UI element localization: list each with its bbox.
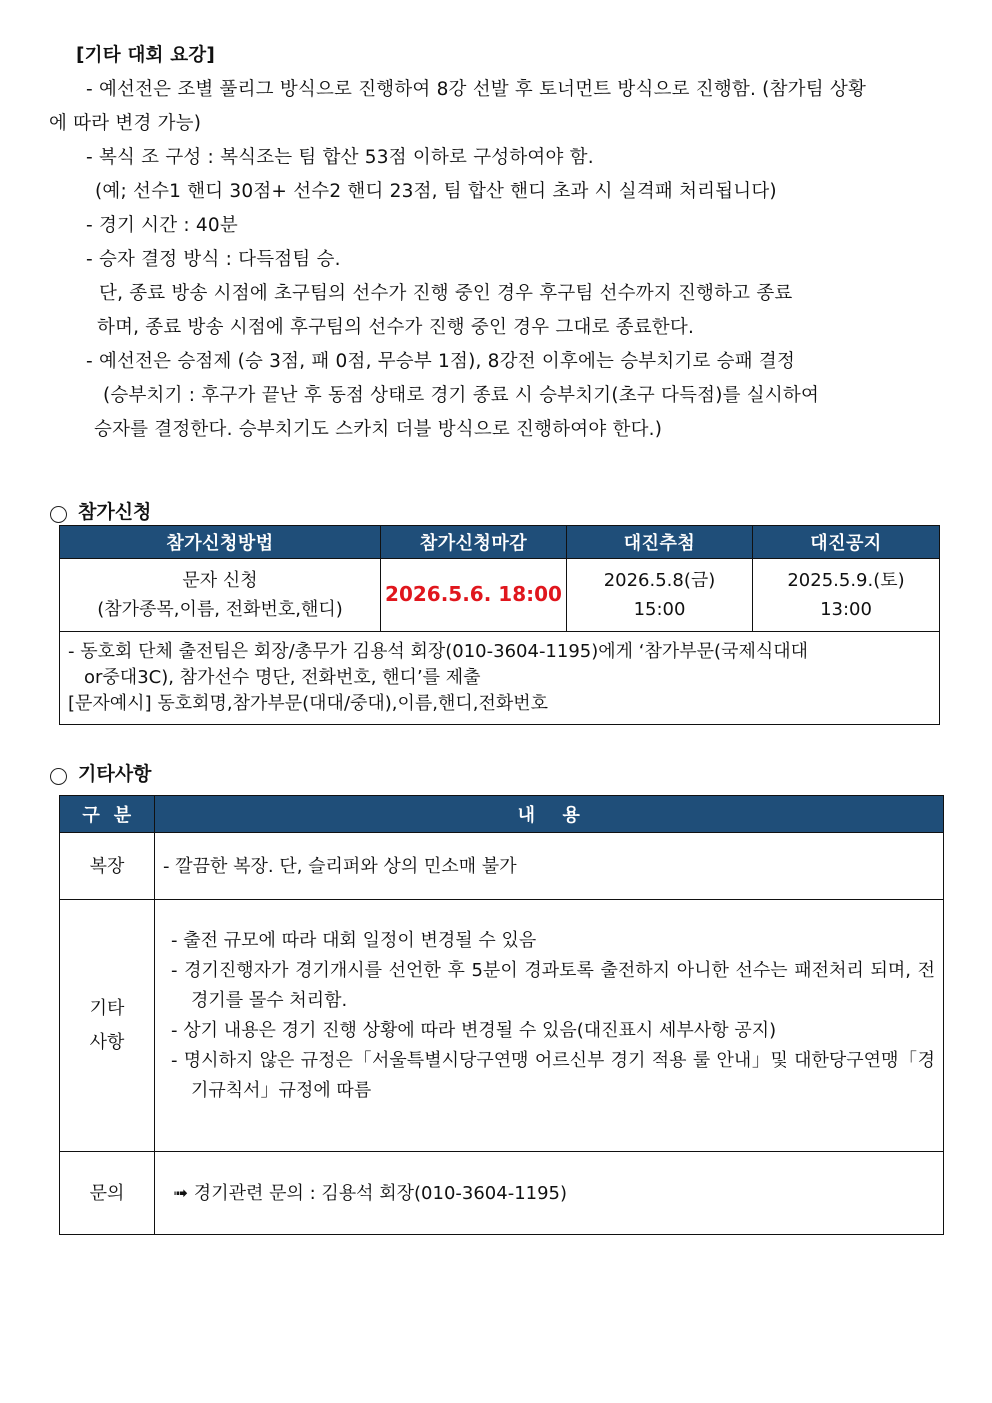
header-category: 구 분	[60, 796, 155, 833]
rule-line: 단, 종료 방송 시점에 초구팀의 선수가 진행 중인 경우 후구팀 선수까지 진행하고 종료	[99, 283, 793, 304]
inquiry-text: ➟ 경기관련 문의 : 김용석 회장(010-3604-1195)	[155, 1152, 944, 1235]
rule-line: - 예선전은 승점제 (승 3점, 패 0점, 무승부 1점), 8강전 이후에는 승부치기로 승패 결정	[86, 351, 796, 372]
rule-line: - 복식 조 구성 : 복식조는 팀 합산 53점 이하로 구성하여야 함.	[86, 147, 594, 168]
etc-label-line: 기타	[89, 997, 125, 1019]
application-table	[59, 525, 940, 725]
draw-date: 2026.5.8(금)	[603, 570, 716, 591]
etc-items	[155, 900, 944, 1152]
section-bullet-icon	[50, 506, 67, 523]
notice-time: 13:00	[820, 599, 872, 620]
method-line1: 문자 신청	[182, 570, 258, 591]
notice-date: 2025.5.9.(토)	[787, 570, 905, 591]
cell-method	[60, 559, 381, 632]
application-section-title: 참가신청	[78, 501, 152, 523]
inquiry-label: 문의	[60, 1152, 155, 1235]
section-bullet-icon	[50, 768, 67, 785]
dress-label: 복장	[60, 833, 155, 900]
etc-label	[60, 900, 155, 1152]
etc-item: - 상기 내용은 경기 진행 상황에 따라 변경될 수 있음(대진표시 세부사항 공지)	[171, 1019, 777, 1041]
header-content: 내 용	[155, 796, 944, 833]
rule-line: (예; 선수1 핸디 30점+ 선수2 핸디 23점, 팀 합산 핸디 초과 시 실격패 처리됩니다)	[95, 181, 777, 202]
cell-application-note	[60, 632, 940, 725]
rule-line: 하며, 종료 방송 시점에 후구팀의 선수가 진행 중인 경우 그대로 종료한다.	[97, 317, 695, 338]
cell-draw	[567, 559, 753, 632]
cell-deadline	[381, 559, 567, 632]
header-notice: 대진공지	[753, 526, 940, 559]
rule-line: - 예선전은 조별 풀리그 방식으로 진행하여 8강 선발 후 토너먼트 방식으로 진행함. (참가팀 상황	[86, 79, 867, 100]
dress-text: - 깔끔한 복장. 단, 슬리퍼와 상의 민소매 불가	[155, 833, 944, 900]
etc-section-title: 기타사항	[78, 763, 152, 785]
cell-notice	[753, 559, 940, 632]
note-line: or중대3C), 참가선수 명단, 전화번호, 핸디’를 제출	[84, 667, 481, 688]
rules-heading: [기타 대회 요강]	[76, 45, 216, 66]
deadline-value: 2026.5.6. 18:00	[385, 582, 562, 606]
note-line: - 동호회 단체 출전팀은 회장/총무가 김용석 회장(010-3604-1195)에게 ‘참가부문(국제식대대	[68, 641, 809, 662]
method-line2: (참가종목,이름, 전화번호,핸디)	[97, 599, 343, 620]
etc-item: - 명시하지 않은 규정은「서울특별시당구연맹 어르신부 경기 적용 룰 안내」및 대한당구연맹「경기규칙서」규정에 따름	[171, 1049, 935, 1101]
etc-table	[59, 795, 944, 1235]
etc-item: - 경기진행자가 경기개시를 선언한 후 5분이 경과토록 출전하지 아니한 선수는 패전처리 되며, 전 경기를 몰수 처리함.	[171, 959, 935, 1011]
header-method: 참가신청방법	[60, 526, 381, 559]
rule-line: - 승자 결정 방식 : 다득점팀 승.	[86, 249, 341, 270]
note-example: [문자예시] 동호회명,참가부문(대대/중대),이름,핸디,전화번호	[68, 693, 549, 714]
rule-line: (승부치기 : 후구가 끝난 후 동점 상태로 경기 종료 시 승부치기(초구 다득점)를 실시하여	[103, 385, 820, 406]
draw-time: 15:00	[633, 599, 686, 620]
header-deadline: 참가신청마감	[381, 526, 567, 559]
etc-label-line: 사항	[89, 1031, 125, 1053]
etc-item: - 출전 규모에 따라 대회 일정이 변경될 수 있음	[171, 929, 537, 951]
header-draw: 대진추첨	[567, 526, 753, 559]
rule-line: 에 따라 변경 가능)	[49, 113, 202, 134]
rule-line: 승자를 결정한다. 승부치기도 스카치 더블 방식으로 진행하여야 한다.)	[94, 419, 663, 440]
rule-line: - 경기 시간 : 40분	[86, 215, 238, 236]
